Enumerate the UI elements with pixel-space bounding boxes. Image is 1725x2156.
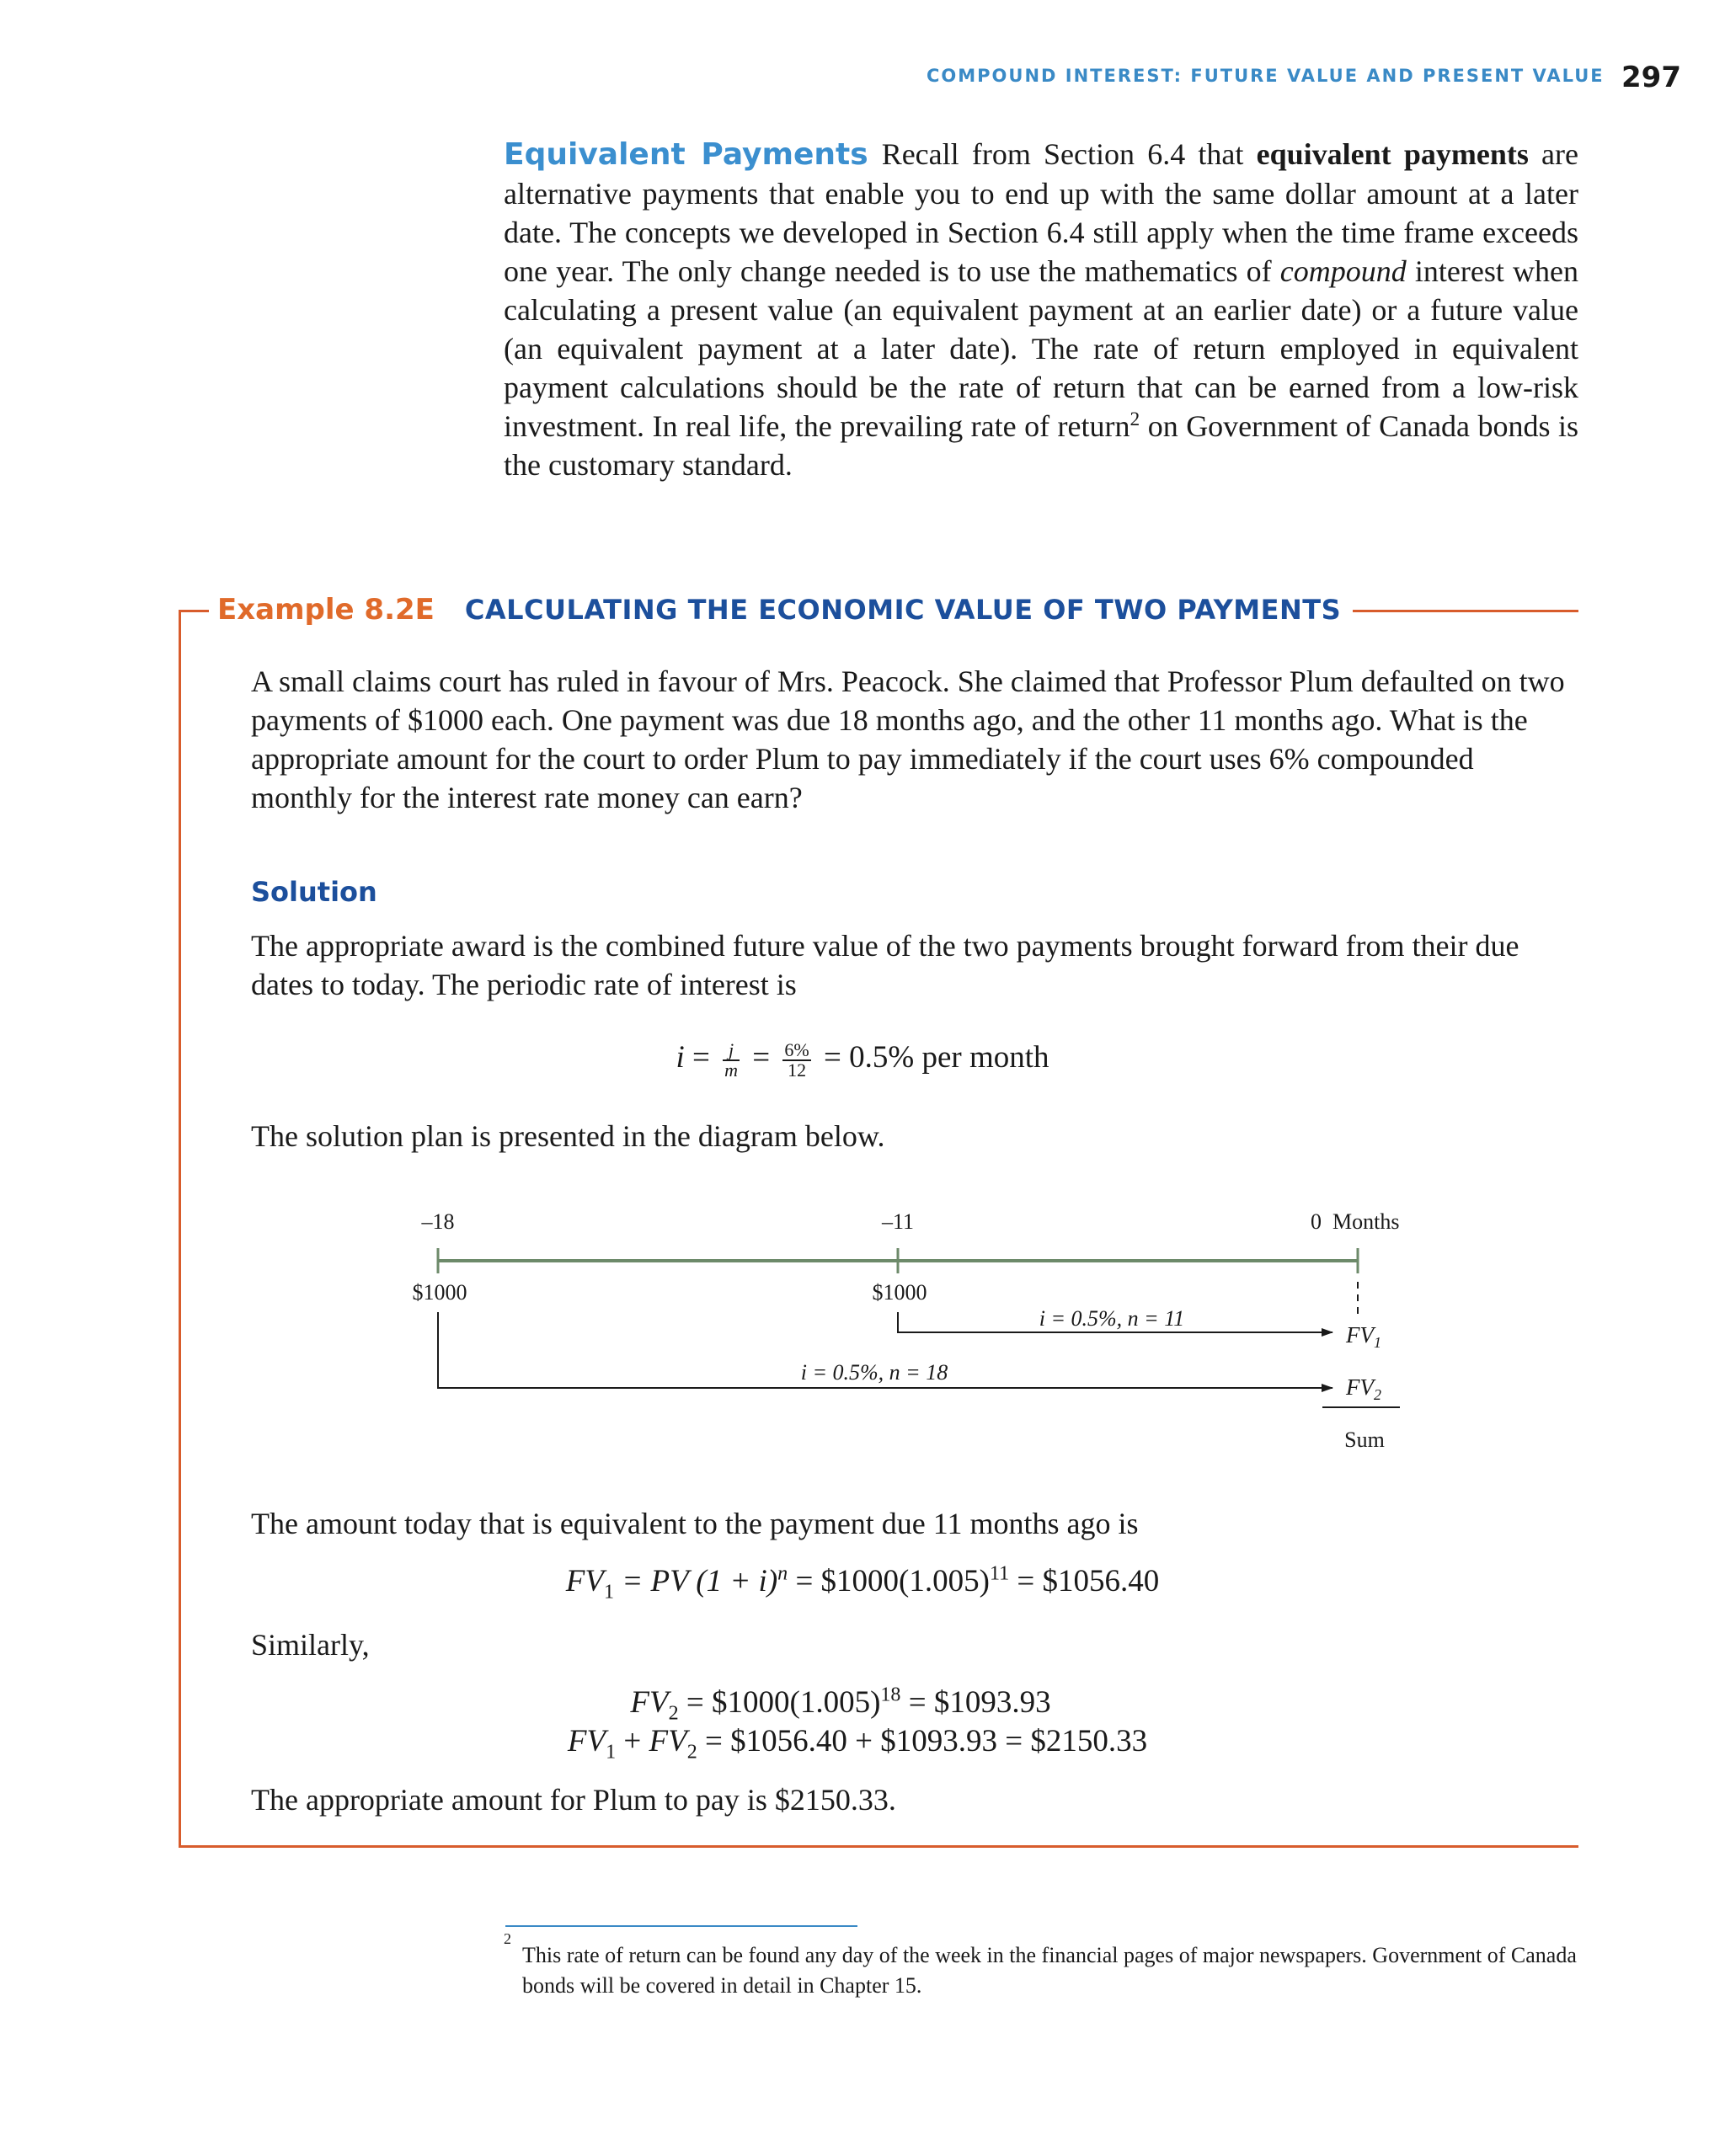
rate-equation: i = $\frac{j}{m}$ = $\frac{6\%}{12}$ = 0.5% per month: [676, 1038, 1049, 1081]
equation-fv2: $FV_2$ = $\$1000(1.005)^{18}$ = $1093.93: [630, 1684, 1051, 1725]
fv1-label: $FV_1$: [1346, 1322, 1381, 1351]
example-header: [209, 593, 1353, 627]
footnote-rule: [505, 1925, 857, 1927]
problem-statement: A small claims court has ruled in favour of Mrs. Peacock. She claimed that Professor Plum defaulted on two payments of $1000 each. One payment was due 18 months ago, and the other 11 months ago. What is the appropriate amount for the court to order Plum to pay immediately if the court uses 6% compounded monthly for the interest rate money can earn?: [251, 664, 1565, 814]
eq1-rhs: = $1000(1.005): [788, 1564, 990, 1598]
eq2-result: = $1093.93: [900, 1685, 1051, 1720]
italic-term: compound: [1279, 254, 1407, 288]
conclusion-text: The appropriate amount for Plum to pay is $2150.33.: [251, 1783, 896, 1817]
solution-heading: Solution: [251, 876, 377, 908]
bold-term: equivalent payments: [1256, 137, 1529, 171]
fv2-label: $FV_2$: [1346, 1374, 1381, 1403]
rate-result: 0.5% per month: [849, 1040, 1049, 1075]
solution-intro: The appropriate award is the combined future value of the two payments brought forward from their due dates to today. The periodic rate of interest is: [251, 929, 1519, 1001]
intro-text-3: interest when calculating a present value (an equivalent payment at an earlier date) or a future value (an equivalent payment at a later date). The rate of return employed in equivalent payment calculations should be the rate of return that can be earned from a low-risk investment. In real life, the prevailing rate of return: [504, 254, 1578, 443]
rate-eq-lhs: i: [676, 1040, 685, 1075]
plan-text: The solution plan is presented in the diagram below.: [251, 1119, 885, 1153]
intro-text-4: on Government of Canada bonds is the customary standard.: [504, 409, 1578, 482]
tick-label-minus-18: –18: [421, 1209, 455, 1234]
frac2-num: 6%: [784, 1038, 809, 1060]
footnote-text: This rate of return can be found any day of the week in the financial pages of major newspapers. Government of Canada bonds will be covered in detail in Chapter 15.: [522, 1943, 1577, 1998]
eq3-rhs: = $1056.40 + $1093.93 = $2150.33: [697, 1724, 1148, 1758]
example-label: Example 8.2E: [217, 593, 435, 627]
payment-label-1: $1000: [412, 1280, 467, 1305]
footnote-marker: 2: [1130, 408, 1140, 430]
running-header-title: COMPOUND INTEREST: FUTURE VALUE AND PRESENT VALUE: [927, 66, 1605, 86]
equation-fv1: $FV_1$ = PV $(1 + i)^n$ = $\$1000(1.005)^{11}$ = $1056.40: [565, 1562, 1160, 1604]
similarly-text: Similarly,: [251, 1628, 370, 1662]
intro-paragraph: [504, 135, 1578, 484]
eq1-result: = $1056.40: [1009, 1564, 1160, 1598]
frac2-den: 12: [788, 1059, 807, 1081]
fraction-6-over-12: [782, 1038, 810, 1081]
tick-label-minus-11: –11: [881, 1209, 915, 1234]
footnote: 2 This rate of return can be found any day of the week in the financial pages of major newspapers. Government of Canada bonds will be covered in detail in Chapter 15.: [504, 1930, 1577, 1998]
eq1-mid: = PV (1 + i): [614, 1564, 778, 1598]
fraction-j-over-m: [723, 1038, 740, 1081]
arrow1-label: i = 0.5%, n = 11: [1039, 1306, 1185, 1331]
equation-sum: $FV_1 + FV_2$ = $1056.40 + $1093.93 = $2150.33: [567, 1724, 1148, 1764]
eq2-rhs: = $1000(1.005): [678, 1685, 881, 1720]
tick-label-zero-months: 0 Months: [1311, 1209, 1400, 1234]
intro-text-1: Recall from Section 6.4 that: [881, 137, 1257, 171]
section-heading: Equivalent Payments: [504, 137, 868, 172]
frac1-num: j: [729, 1038, 734, 1060]
frac1-den: m: [724, 1059, 739, 1081]
page-number: 297: [1621, 61, 1681, 94]
intro-text-2: are alternative payments that enable you to end up with the same dollar amount at a later date. The concepts we developed in Section 6.4 still apply when the time frame exceeds one year. The only change needed is to use the mathematics of: [504, 137, 1578, 288]
arrow2-label: i = 0.5%, n = 18: [800, 1360, 948, 1385]
step1-text: The amount today that is equivalent to the payment due 11 months ago is: [251, 1507, 1139, 1540]
example-title: CALCULATING THE ECONOMIC VALUE OF TWO PAYMENTS: [464, 594, 1342, 626]
sum-label: Sum: [1344, 1428, 1385, 1452]
payment-label-2: $1000: [872, 1280, 927, 1305]
